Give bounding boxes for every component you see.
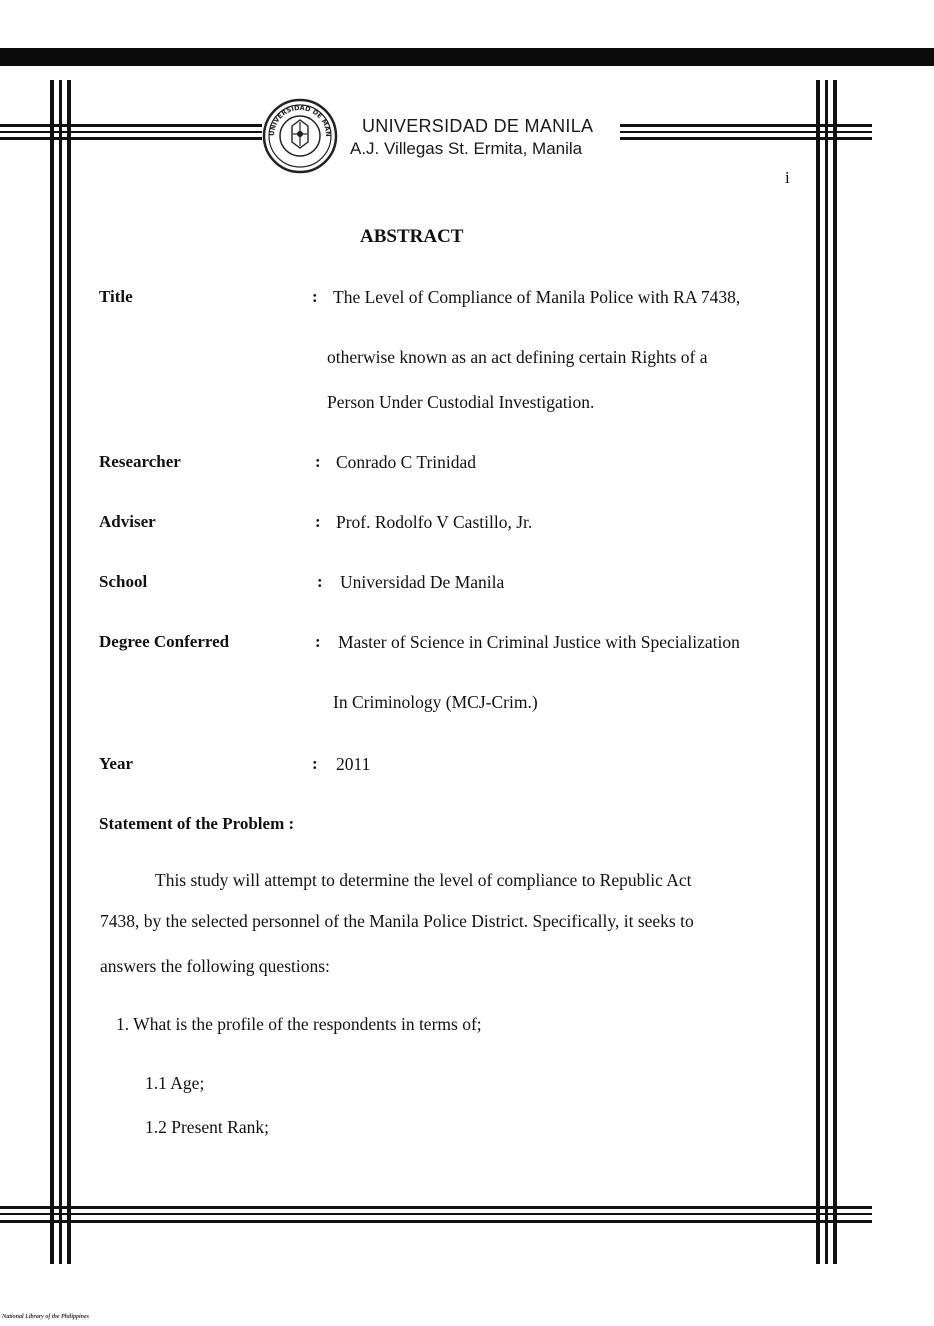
sub-item-1-2: 1.2 Present Rank; (145, 1117, 269, 1137)
statement-heading: Statement of the Problem : (99, 814, 295, 833)
title-separator: : (312, 287, 318, 306)
adviser-label: Adviser (99, 512, 156, 531)
right-border-rule (825, 80, 828, 1264)
degree-line-2: In Criminology (MCJ-Crim.) (333, 692, 538, 712)
bottom-border-rule (0, 1206, 872, 1209)
header-rule-right (620, 137, 872, 140)
year-separator: : (312, 754, 318, 773)
left-border-rule (67, 80, 71, 1264)
school-separator: : (317, 572, 323, 591)
top-border-band (0, 48, 934, 66)
question-1: 1. What is the profile of the respondents in terms of; (116, 1014, 482, 1034)
researcher-separator: : (315, 452, 321, 471)
abstract-heading: ABSTRACT (360, 226, 464, 247)
footer-stamp: National Library of the Philippines (2, 1314, 90, 1320)
svg-text:UNIVERSIDAD DE MANILA (262, 98, 332, 137)
university-address: A.J. Villegas St. Ermita, Manila (350, 139, 583, 158)
degree-separator: : (315, 632, 321, 651)
statement-paragraph-line-2: 7438, by the selected personnel of the Manila Police District. Specifically, it seeks to (100, 911, 694, 931)
school-value: Universidad De Manila (340, 572, 505, 592)
header-rule-right (620, 131, 872, 133)
seal-text: UNIVERSIDAD DE MAN (267, 103, 333, 138)
header-rule-left (0, 131, 262, 133)
adviser-value: Prof. Rodolfo V Castillo, Jr. (336, 512, 533, 532)
title-line-3: Person Under Custodial Investigation. (327, 392, 595, 412)
bottom-border-rule (0, 1220, 872, 1223)
degree-line-1: Master of Science in Criminal Justice with Specialization (338, 632, 740, 652)
title-line-2: otherwise known as an act defining certain Rights of a (327, 347, 708, 367)
degree-label: Degree Conferred (99, 632, 230, 651)
year-value: 2011 (336, 754, 371, 774)
year-label: Year (99, 754, 133, 773)
bottom-border-rule (0, 1213, 872, 1215)
adviser-separator: : (315, 512, 321, 531)
left-border-rule (50, 80, 54, 1264)
researcher-value: Conrado C Trinidad (336, 452, 477, 472)
title-label: Title (99, 287, 133, 306)
header-rule-left (0, 124, 262, 127)
university-name: UNIVERSIDAD DE MANILA (362, 116, 594, 136)
left-border-rule (59, 80, 62, 1264)
page-number: i (785, 168, 790, 187)
right-border-rule (816, 80, 820, 1264)
statement-paragraph-line-1: This study will attempt to determine the level of compliance to Republic Act (155, 870, 692, 890)
researcher-label: Researcher (99, 452, 181, 471)
header-rule-right (620, 124, 872, 127)
header-rule-left (0, 137, 262, 140)
right-border-rule (833, 80, 837, 1264)
title-line-1: The Level of Compliance of Manila Police with RA 7438, (333, 287, 741, 307)
university-seal-icon (262, 98, 338, 174)
statement-paragraph-line-3: answers the following questions: (100, 956, 330, 976)
school-label: School (99, 572, 148, 591)
sub-item-1-1: 1.1 Age; (145, 1073, 205, 1093)
